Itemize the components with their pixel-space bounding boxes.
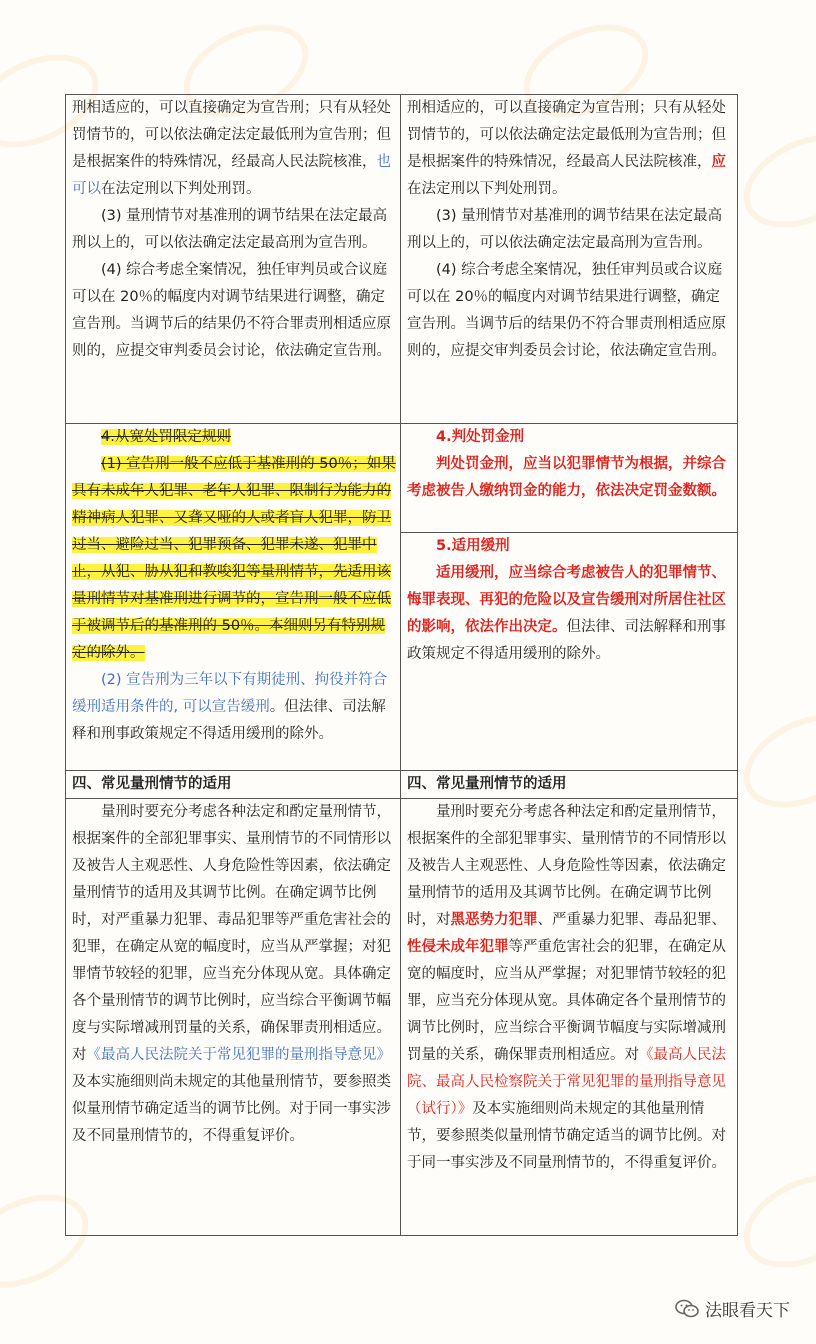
paragraph: (4) 综合考虑全案情况，独任审判员或合议庭可以在 20％的幅度内对调节结果进行调整，确定宣告刑。当调节后的结果仍不符合罪责刑相适应原则的，应提交审判委员会讨论，依法确定宣告刑。 [72,262,391,359]
document-reference: 《最高人民法院、最高人民检察院关于常见犯罪的量刑指导意见（试行）》 [407,1047,726,1117]
table-row [66,424,738,533]
right-cell-fine [401,424,738,533]
revised-text: 也可以 [72,154,391,197]
watermark-seal [729,1156,816,1286]
section-heading: 4.判处罚金刑 [436,429,525,445]
section-title: 四、常见量刑情节的适用 [66,771,401,799]
paragraph: 判处罚金刑，应当以犯罪情节为根据，并综合考虑被告人缴纳罚金的能力，依法决定罚金数额。 [407,456,726,499]
watermark-seal [729,116,816,246]
left-cell-sentencing [66,95,401,424]
right-cell-circumstances [401,799,738,1236]
section-title: 四、常见量刑情节的适用 [401,771,738,799]
paragraph: 刑相适应的，可以直接确定为宣告刑；只有从轻处罚情节的，可以依法确定法定最低刑为宣告刑；但是根据案件的特殊情况，经最高人民法院核准，也可以在法定刑以下判处刑罚。 [72,100,391,197]
paragraph: 刑相适应的，可以直接确定为宣告刑；只有从轻处罚情节的，可以依法确定法定最低刑为宣告刑；但是根据案件的特殊情况，经最高人民法院核准，应在法定刑以下判处刑罚。 [407,100,726,197]
comparison-table [65,94,738,1236]
table-row [66,799,738,1236]
paragraph: (4) 综合考虑全案情况，独任审判员或合议庭可以在 20％的幅度内对调节结果进行调整，确定宣告刑。当调节后的结果仍不符合罪责刑相适应原则的，应提交审判委员会讨论，依法确定宣告刑。 [407,262,726,359]
paragraph: (2) 宣告刑为三年以下有期徒刑、拘役并符合缓刑适用条件的, 可以宣告缓刑。但法律、司法解释和刑事政策规定不得适用缓刑的除外。 [72,672,388,742]
revised-text: 应 [711,154,726,170]
paragraph: 量刑时要充分考虑各种法定和酌定量刑情节，根据案件的全部犯罪事实、量刑情节的不同情形以及被告人主观恶性、人身危险性等因素，依法确定量刑情节的适用及其调节比例。在确定调节比例时，对严重暴力犯罪、毒品犯罪等严重危害社会的犯罪，在确定从宽的幅度时，应当从严掌握；对犯罪情节较轻的犯罪，应当充分体现从宽。具体确定各个量刑情节的调节比例时，应当综合平衡调节幅度与实际增减刑罚量的关系，确保罪责刑相适应。对《最高人民法院关于常见犯罪的量刑指导意见》及本实施细则尚未规定的其他量刑情节，要参照类似量刑情节确定适当的调节比例。对于同一事实涉及不同量刑情节的，不得重复评价。 [72,804,391,1144]
table-row [66,771,738,799]
table-row [66,95,738,424]
right-cell-probation [401,533,738,771]
paragraph: (3) 量刑情节对基准刑的调节结果在法定最高刑以上的，可以依法确定法定最高刑为宣告刑。 [72,208,388,251]
right-cell-sentencing [401,95,738,424]
left-cell-circumstances [66,799,401,1236]
paragraph: (3) 量刑情节对基准刑的调节结果在法定最高刑以上的，可以依法确定法定最高刑为宣告刑。 [407,208,723,251]
deleted-paragraph: (1) 宣告刑一般不应低于基准刑的 50％；如果具有未成年人犯罪、老年人犯罪、限制行为能力的精神病人犯罪、又聋又哑的人或者盲人犯罪，防卫过当、避险过当、犯罪预备、犯罪未遂、犯罪中止，从犯、胁从犯和教唆犯等量刑情节，先适用该量刑情节对基准刑进行调节的，宣告刑一般不应低于被调节后的基准刑的 50％。本细则另有特别规定的除外。 [72,456,396,661]
deleted-title: 4.从宽处罚限定规则 [101,429,231,445]
account-name: 法眼看天下 [705,1301,790,1321]
watermark-seal [729,696,816,826]
account-footer [675,1296,790,1321]
left-cell-leniency [66,424,401,771]
wechat-icon [675,1299,699,1319]
document-reference: 《最高人民法院关于常见犯罪的量刑指导意见》 [86,1047,391,1063]
section-heading: 5.适用缓刑 [436,538,510,554]
paragraph: 适用缓刑，应当综合考虑被告人的犯罪情节、悔罪表现、再犯的危险以及宣告缓刑对所居住社区的影响，依法作出决定。但法律、司法解释和刑事政策规定不得适用缓刑的除外。 [407,565,726,662]
paragraph: 量刑时要充分考虑各种法定和酌定量刑情节，根据案件的全部犯罪事实、量刑情节的不同情形以及被告人主观恶性、人身危险性等因素，依法确定量刑情节的适用及其调节比例。在确定调节比例时，对黑恶势力犯罪、严重暴力犯罪、毒品犯罪、性侵未成年犯罪等严重危害社会的犯罪，在确定从宽的幅度时，应当从严掌握；对犯罪情节较轻的犯罪，应当充分体现从宽。具体确定各个量刑情节的调节比例时，应当综合平衡调节幅度与实际增减刑罚量的关系，确保罪责刑相适应。对《最高人民法院、最高人民检察院关于常见犯罪的量刑指导意见（试行）》及本实施细则尚未规定的其他量刑情节，要参照类似量刑情节确定适当的调节比例。对于同一事实涉及不同量刑情节的，不得重复评价。 [407,804,726,1171]
